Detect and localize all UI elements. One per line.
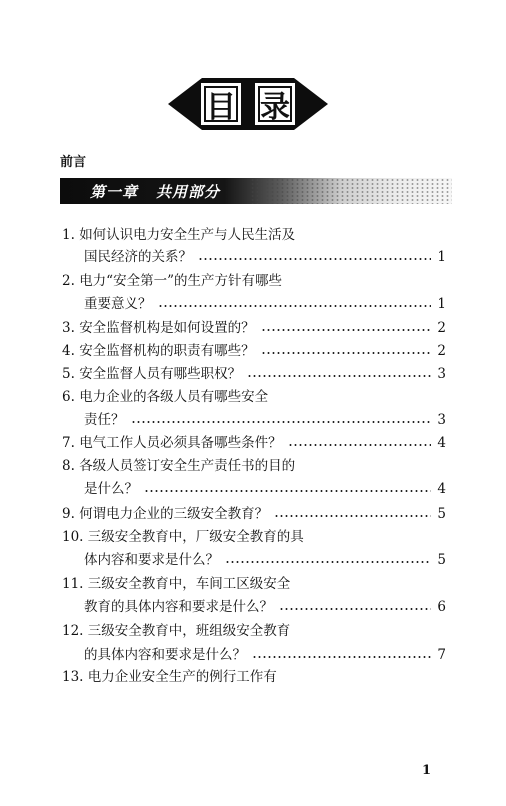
- toc-entry-continuation[interactable]: [84, 549, 446, 571]
- toc-entry-page: 2: [437, 343, 446, 359]
- toc-entry-page: 7: [437, 647, 446, 663]
- toc-entry-page: 4: [437, 435, 446, 451]
- toc-entry-text: 电力企业安全生产的例行工作有: [87, 669, 277, 685]
- dot-leader: [219, 549, 437, 571]
- toc-entry-number: 13.: [62, 669, 84, 685]
- toc-entry-page: 4: [437, 481, 446, 497]
- toc-entry-text: 国民经济的关系？: [84, 249, 192, 265]
- dot-leader: [125, 409, 438, 431]
- toc-entry[interactable]: [62, 526, 446, 548]
- toc-entry-text: 电气工作人员必须具备哪些条件？: [79, 435, 282, 451]
- toc-entry-text: 体内容和要求是什么？: [84, 552, 219, 568]
- toc-entry-number: 2.: [62, 273, 75, 289]
- toc-entry-number: 4.: [62, 343, 75, 359]
- toc-entry[interactable]: [62, 363, 446, 385]
- toc-entry-number: 11.: [62, 576, 84, 592]
- toc-entry-number: 9.: [62, 506, 75, 522]
- title-char-1: 目: [201, 83, 241, 125]
- toc-entry-text: 教育的具体内容和要求是什么？: [84, 599, 273, 615]
- title-banner: [168, 76, 328, 132]
- chapter-number: 第一章: [90, 183, 139, 201]
- toc-entry-continuation[interactable]: [84, 246, 446, 268]
- toc-entry-page: 3: [437, 412, 446, 428]
- toc-entry-number: 1.: [62, 227, 75, 243]
- toc-entry-continuation[interactable]: [84, 478, 446, 500]
- dot-leader: [152, 293, 438, 315]
- toc-entry-number: 8.: [62, 458, 75, 474]
- toc-entry[interactable]: [62, 386, 446, 408]
- toc-entry[interactable]: [62, 666, 446, 688]
- toc-entry[interactable]: [62, 270, 446, 292]
- toc-entry-page: 1: [437, 296, 446, 312]
- chapter-title: [90, 181, 220, 202]
- toc-entry-page: 5: [437, 552, 446, 568]
- toc-entry[interactable]: [62, 620, 446, 642]
- toc-entry[interactable]: [62, 432, 446, 454]
- chapter-banner[interactable]: [60, 178, 452, 204]
- toc-entry-text: 是什么？: [84, 481, 138, 497]
- toc-entry-number: 12.: [62, 623, 84, 639]
- toc-entry-text: 三级安全教育中，厂级安全教育的具: [87, 529, 304, 545]
- dot-leader: [241, 363, 437, 385]
- toc-entry-text: 的具体内容和要求是什么？: [84, 647, 246, 663]
- toc-entry-text: 安全监督人员有哪些职权？: [79, 366, 242, 382]
- toc-entry-text: 安全监督机构是如何设置的？: [79, 320, 255, 336]
- dot-leader: [282, 432, 438, 454]
- toc-entry-text: 电力企业的各级人员有哪些安全: [79, 389, 269, 405]
- toc-entry[interactable]: [62, 573, 446, 595]
- toc-entry-page: 5: [437, 506, 446, 522]
- toc-entry-number: 3.: [62, 320, 75, 336]
- dot-leader: [273, 596, 437, 618]
- toc-entry-text: 何谓电力企业的三级安全教育？: [79, 506, 269, 522]
- title-char-2: 录: [255, 83, 295, 125]
- toc-entry-text: 重要意义？: [84, 296, 152, 312]
- toc-entry[interactable]: [62, 317, 446, 339]
- dot-leader: [255, 317, 438, 339]
- toc-entry-number: 10.: [62, 529, 84, 545]
- toc-entry-number: 7.: [62, 435, 75, 451]
- dot-leader: [268, 503, 437, 525]
- toc-entry-page: 1: [437, 249, 446, 265]
- toc-entry-page: 3: [437, 366, 446, 382]
- toc-entry-text: 责任？: [84, 412, 125, 428]
- dot-leader: [138, 478, 437, 500]
- page-number: 1: [422, 763, 432, 778]
- toc-entry-continuation[interactable]: [84, 293, 446, 315]
- toc-entry-page: 6: [437, 599, 446, 615]
- toc-entry-text: 各级人员签订安全生产责任书的目的: [79, 458, 296, 474]
- toc-entry-number: 5.: [62, 366, 75, 382]
- dot-leader: [192, 246, 437, 268]
- chapter-name: 共用部分: [156, 183, 221, 201]
- preface-link[interactable]: 前言: [60, 155, 87, 170]
- toc-entry-text: 三级安全教育中，车间工区级安全: [87, 576, 291, 592]
- toc-entry-text: 如何认识电力安全生产与人民生活及: [79, 227, 296, 243]
- toc-entry-text: 三级安全教育中，班组级安全教育: [87, 623, 291, 639]
- toc-entry-text: 安全监督机构的职责有哪些？: [79, 343, 255, 359]
- toc-entry[interactable]: [62, 340, 446, 362]
- toc-entry-text: 电力“安全第一”的生产方针有哪些: [79, 273, 282, 289]
- toc-entry[interactable]: [62, 455, 446, 477]
- toc-entry-continuation[interactable]: [84, 409, 446, 431]
- toc-entry-page: 2: [437, 320, 446, 336]
- toc-entry[interactable]: [62, 224, 446, 246]
- toc-entry-continuation[interactable]: [84, 596, 446, 618]
- dot-leader: [255, 340, 438, 362]
- toc-entry-number: 6.: [62, 389, 75, 405]
- chapter-banner-texture: [250, 178, 452, 204]
- dot-leader: [246, 644, 437, 666]
- toc-entry[interactable]: [62, 503, 446, 525]
- toc-entry-continuation[interactable]: [84, 644, 446, 666]
